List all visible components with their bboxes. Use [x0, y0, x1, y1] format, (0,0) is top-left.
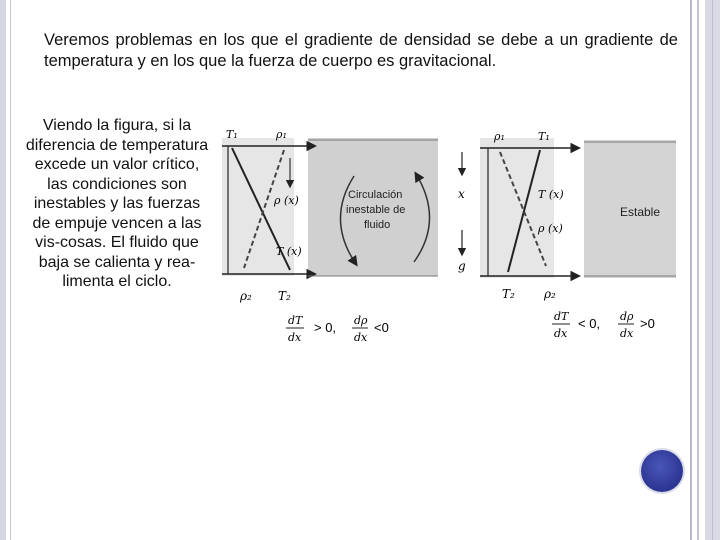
right-condition-dT-num: dT — [554, 310, 569, 323]
left-condition-drho-num: dρ — [354, 314, 368, 327]
label-rho-x-right: ρ (x) — [538, 222, 563, 235]
slide-frame-right-line — [697, 0, 699, 540]
stable-label: Estable — [620, 205, 661, 219]
label-rho-x-left: ρ (x) — [274, 194, 299, 207]
intro-paragraph: Veremos problemas en los que el gradiente de densidad se debe a un gradiente de temperatura y en los que la fuerza de cuerpo es gravitacional. — [44, 31, 678, 70]
right-condition-drho-rel: >0 — [640, 316, 655, 331]
left-condition-drho-rel: <0 — [374, 320, 389, 335]
slide-frame-left — [0, 0, 6, 540]
slide-frame-right — [690, 0, 692, 540]
slide-nav-dot[interactable] — [641, 450, 683, 492]
label-t2-right: T₂ — [502, 287, 515, 301]
circulation-label-line1: Circulación — [348, 189, 403, 201]
side-paragraph: Viendo la figura, si la diferencia de temperatura excede un valor crítico, las condiciones son inestables y las fuerzas de empuje vencen a las vis-cosas. El fluido que baja se calienta y rea-limenta el ciclo. — [25, 117, 209, 290]
label-t1-left: T₁ — [226, 128, 238, 141]
label-t1-right: T₁ — [538, 130, 550, 143]
label-rho1-right: ρ₁ — [494, 130, 505, 143]
left-condition-dT-den: dx — [288, 331, 302, 344]
right-condition-drho-num: dρ — [620, 310, 634, 323]
left-condition-dT-rel: > 0, — [314, 320, 337, 335]
circulation-label-line3: fluido — [364, 219, 391, 231]
gravity-label: g — [458, 259, 466, 273]
slide-frame-left-line — [10, 0, 11, 540]
label-t-x-right: T (x) — [538, 188, 564, 201]
label-rho2-left: ρ₂ — [240, 289, 252, 303]
slide-frame-right-band-line — [712, 0, 713, 540]
label-t2-left: T₂ — [278, 289, 291, 303]
left-condition-dT-num: dT — [288, 314, 303, 327]
label-rho2-right: ρ₂ — [544, 287, 556, 301]
left-condition-drho-den: dx — [354, 331, 368, 344]
label-rho1-left: ρ₁ — [276, 128, 287, 141]
right-condition-drho-den: dx — [620, 327, 634, 340]
label-t-x-left: T (x) — [276, 245, 302, 258]
right-condition-dT-den: dx — [554, 327, 568, 340]
right-condition-dT-rel: < 0, — [578, 316, 601, 331]
x-axis-label: x — [458, 187, 465, 201]
circulation-label-line2: inestable de — [346, 204, 406, 216]
convection-figure — [218, 128, 680, 350]
